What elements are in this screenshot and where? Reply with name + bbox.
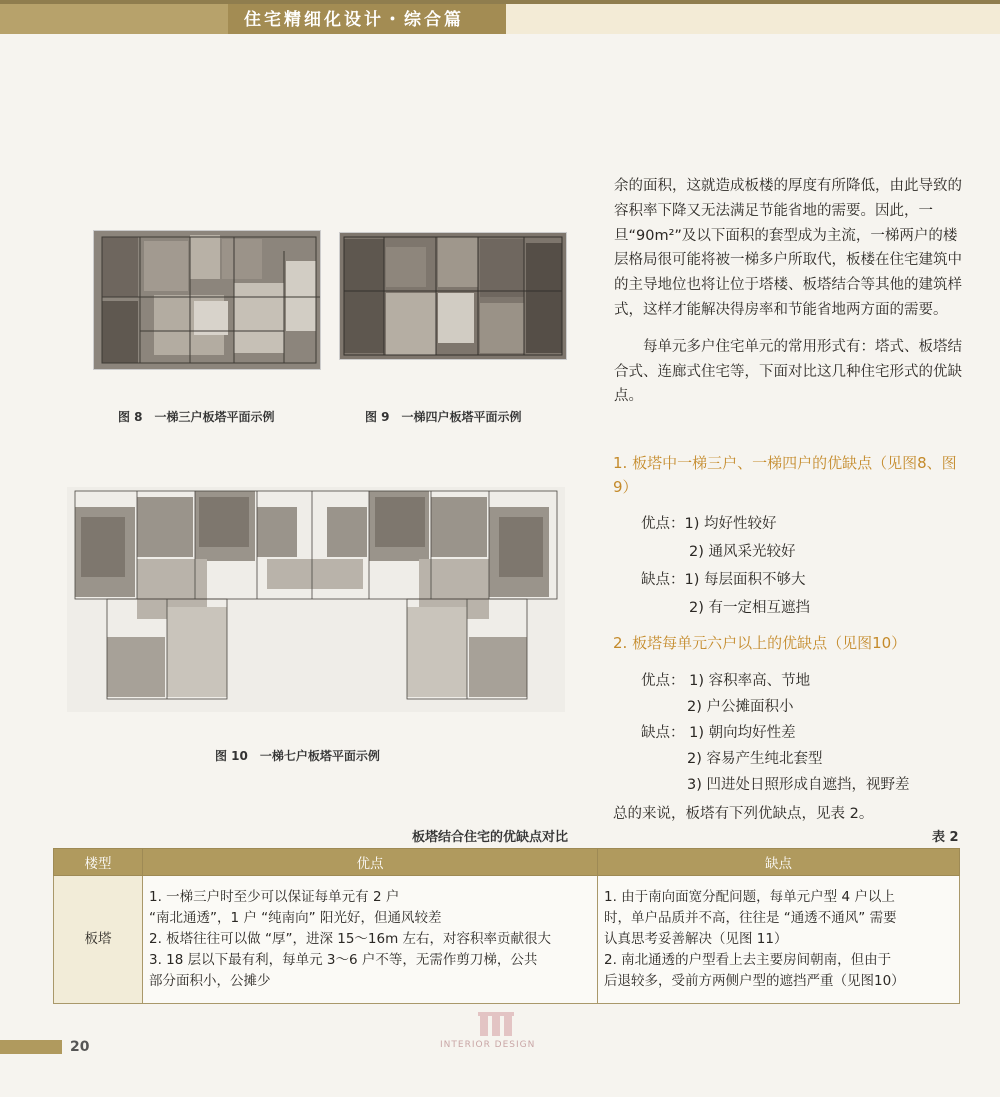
cons-line: 时，单户品质并不高，往往是 “通透不通风” 需要 (604, 910, 897, 926)
section-2-line: 2) 户公摊面积小 (687, 699, 794, 715)
table-cell-pros (143, 876, 598, 1004)
section-2-list (641, 668, 910, 798)
body-text (614, 174, 964, 409)
section-1-line: 2) 通风采光较好 (689, 544, 796, 560)
section-1-list (641, 510, 810, 622)
section-2-line: 3) 凹进处日照形成自遮挡，视野差 (687, 777, 910, 793)
section-1-line: 缺点：1) 每层面积不够大 (641, 572, 806, 588)
header-title: 住宅精细化设计・综合篇 (244, 10, 464, 30)
section-1-heading: 1. 板塔中一梯三户、一梯四户的优缺点（见图8、图9） (613, 454, 957, 496)
table-header-type: 楼型 (54, 849, 143, 876)
pros-line: “南北通透”，1 户 “纯南向” 阳光好，但通风较差 (149, 910, 442, 926)
table-cell-cons (598, 876, 960, 1004)
table-number: 表 2 (932, 830, 959, 845)
page-number-bar (0, 1040, 62, 1054)
header-top-line (0, 0, 1000, 4)
table-row (54, 876, 960, 1004)
table-cell-type: 板塔 (54, 876, 143, 1004)
cons-line: 1. 由于南向面宽分配问题，每单元户型 4 户以上 (604, 889, 895, 905)
section-2-heading: 2. 板塔每单元六户以上的优缺点（见图10） (613, 634, 907, 652)
cons-line: 认真思考妥善解决（见图 11） (604, 931, 788, 947)
section-2-summary: 总的来说，板塔有下列优缺点，见表 2。 (613, 806, 874, 822)
section-2-line: 优点： 1) 容积率高、节地 (641, 673, 811, 689)
section-2-line: 缺点： 1) 朝向均好性差 (641, 725, 796, 741)
section-2-line: 2) 容易产生纯北套型 (687, 751, 823, 767)
cons-line: 后退较多，受前方两侧户型的遮挡严重（见图10） (604, 973, 905, 989)
pros-line: 1. 一梯三户时至少可以保证每单元有 2 户 (149, 889, 400, 905)
table-header-pros: 优点 (143, 849, 598, 876)
watermark-text: INTERIOR DESIGN (440, 1040, 536, 1050)
figure-9-caption: 图 9 一梯四户板塔平面示例 (365, 410, 522, 424)
figure-10-floor-plan (67, 487, 565, 712)
paragraph-2: 每单元多户住宅单元的常用形式有：塔式、板塔结合式、连廊式住宅等，下面对比这几种住宅形式的优缺点。 (614, 338, 962, 405)
pros-line: 2. 板塔往往可以做 “厚”，进深 15～16m 左右，对容积率贡献很大 (149, 931, 552, 947)
page-number: 20 (70, 1039, 90, 1055)
section-1-line: 2) 有一定相互遮挡 (689, 600, 810, 616)
cons-line: 2. 南北通透的户型看上去主要房间朝南，但由于 (604, 952, 892, 968)
pros-line: 3. 18 层以下最有利，每单元 3～6 户不等，无需作剪刀梯，公共 (149, 952, 538, 968)
pros-line: 部分面积小，公摊少 (149, 973, 271, 989)
figure-10-caption: 图 10 一梯七户板塔平面示例 (215, 749, 380, 763)
section-1-line: 优点：1) 均好性较好 (641, 516, 777, 532)
comparison-table (53, 848, 960, 1004)
figure-8-floor-plan (93, 230, 321, 370)
table-title: 板塔结合住宅的优缺点对比 (412, 830, 569, 845)
table-header-row (54, 849, 960, 876)
figure-8-caption: 图 8 一梯三户板塔平面示例 (118, 410, 275, 424)
watermark-logo-icon (478, 1010, 538, 1038)
paragraph-1: 余的面积，这就造成板楼的厚度有所降低，由此导致的容积率下降又无法满足节能省地的需要。因此，一旦“90m²”及以下面积的套型成为主流，一梯两户的楼层格局很可能将被一梯多户所取代，板楼在住宅建筑中的主导地位也将让位于塔楼、板塔结合等其他的建筑样式，这样才能解决得房率和节能省地两方面的需要。 (614, 178, 962, 318)
figure-9-floor-plan (339, 232, 567, 360)
table-header-cons: 缺点 (598, 849, 960, 876)
header-accent (0, 0, 228, 34)
